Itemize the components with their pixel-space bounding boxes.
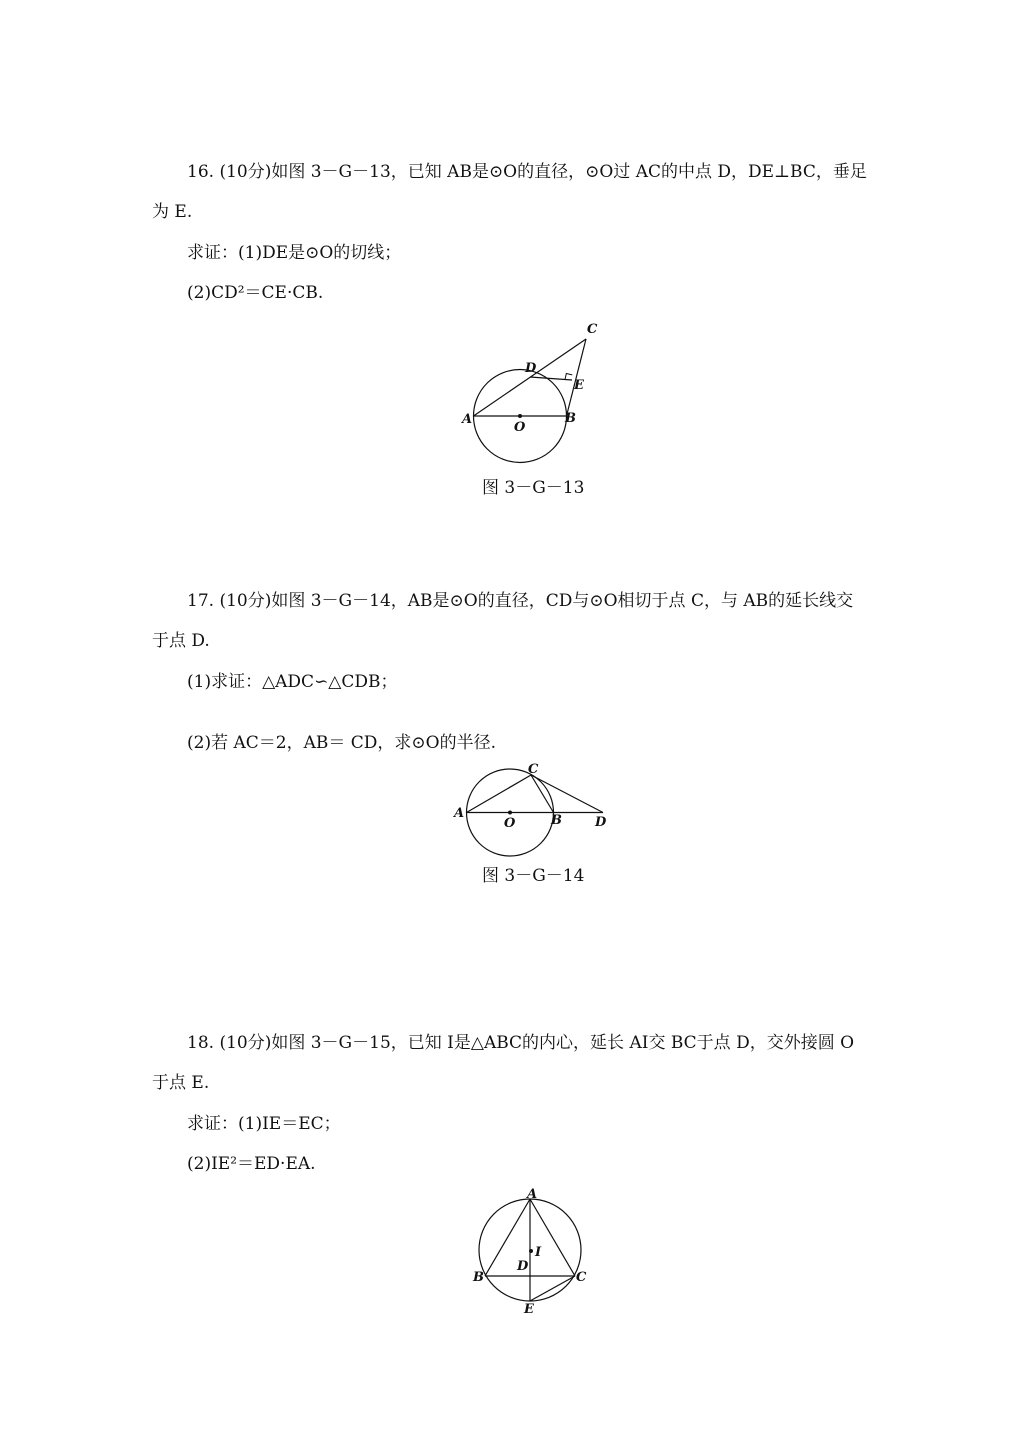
label-c: C — [528, 762, 539, 777]
problem-18-line-2: 于点 E. — [152, 1073, 210, 1093]
label-a: A — [462, 412, 473, 427]
problem-17-line-1: 17. (10分)如图 3－G－14，AB是⊙O的直径，CD与⊙O相切于点 C，与 AB的延长线交 — [187, 591, 854, 611]
label-o: O — [504, 816, 516, 831]
center-point-o — [518, 414, 522, 418]
problem-18-line-3: 求证：(1)IE＝EC； — [187, 1114, 341, 1134]
label-d: D — [525, 361, 537, 376]
label-o: O — [514, 420, 526, 435]
label-b: B — [473, 1270, 484, 1285]
problem-16-line-4: (2)CD²＝CE·CB. — [187, 283, 324, 303]
problem-18-line-1: 18. (10分)如图 3－G－15，已知 I是△ABC的内心，延长 AI交 BC于点 D，交外接圆 O — [187, 1033, 855, 1053]
segment-ec — [530, 1276, 575, 1301]
figure-3-g-14-caption: 图 3－G－14 — [482, 866, 585, 886]
problem-17-line-3: (1)求证：△ADC∽△CDB； — [187, 672, 398, 692]
label-d: D — [517, 1259, 529, 1274]
label-d: D — [595, 815, 607, 830]
label-e: E — [574, 378, 584, 393]
problem-16-line-2: 为 E. — [152, 202, 193, 222]
label-a: A — [527, 1187, 538, 1202]
problem-17-line-2: 于点 D. — [152, 631, 210, 651]
label-c: C — [587, 322, 598, 337]
label-i: I — [535, 1245, 542, 1260]
problem-16-line-1: 16. (10分)如图 3－G－13，已知 AB是⊙O的直径，⊙O过 AC的中点 D，DE⊥BC，垂足 — [187, 162, 867, 182]
label-c: C — [576, 1270, 587, 1285]
label-b: B — [551, 813, 562, 828]
incenter-point-i — [529, 1249, 533, 1253]
label-e: E — [524, 1302, 534, 1317]
figure-3-g-13-caption: 图 3－G－13 — [482, 478, 585, 498]
figure-3-g-13 — [450, 315, 620, 470]
label-b: B — [565, 411, 576, 426]
segment-ac — [467, 775, 532, 813]
label-a: A — [454, 806, 465, 821]
problem-17-line-4: (2)若 AC＝2，AB＝ CD，求⊙O的半径. — [187, 733, 496, 753]
segment-ac — [530, 1199, 575, 1276]
figure-3-g-14 — [450, 755, 620, 860]
figure-3-g-15 — [460, 1180, 600, 1320]
problem-16-line-3: 求证：(1)DE是⊙O的切线； — [187, 243, 402, 263]
problem-18-line-4: (2)IE²＝ED·EA. — [187, 1154, 316, 1174]
right-angle-mark — [565, 374, 572, 380]
center-point-o — [508, 811, 512, 815]
